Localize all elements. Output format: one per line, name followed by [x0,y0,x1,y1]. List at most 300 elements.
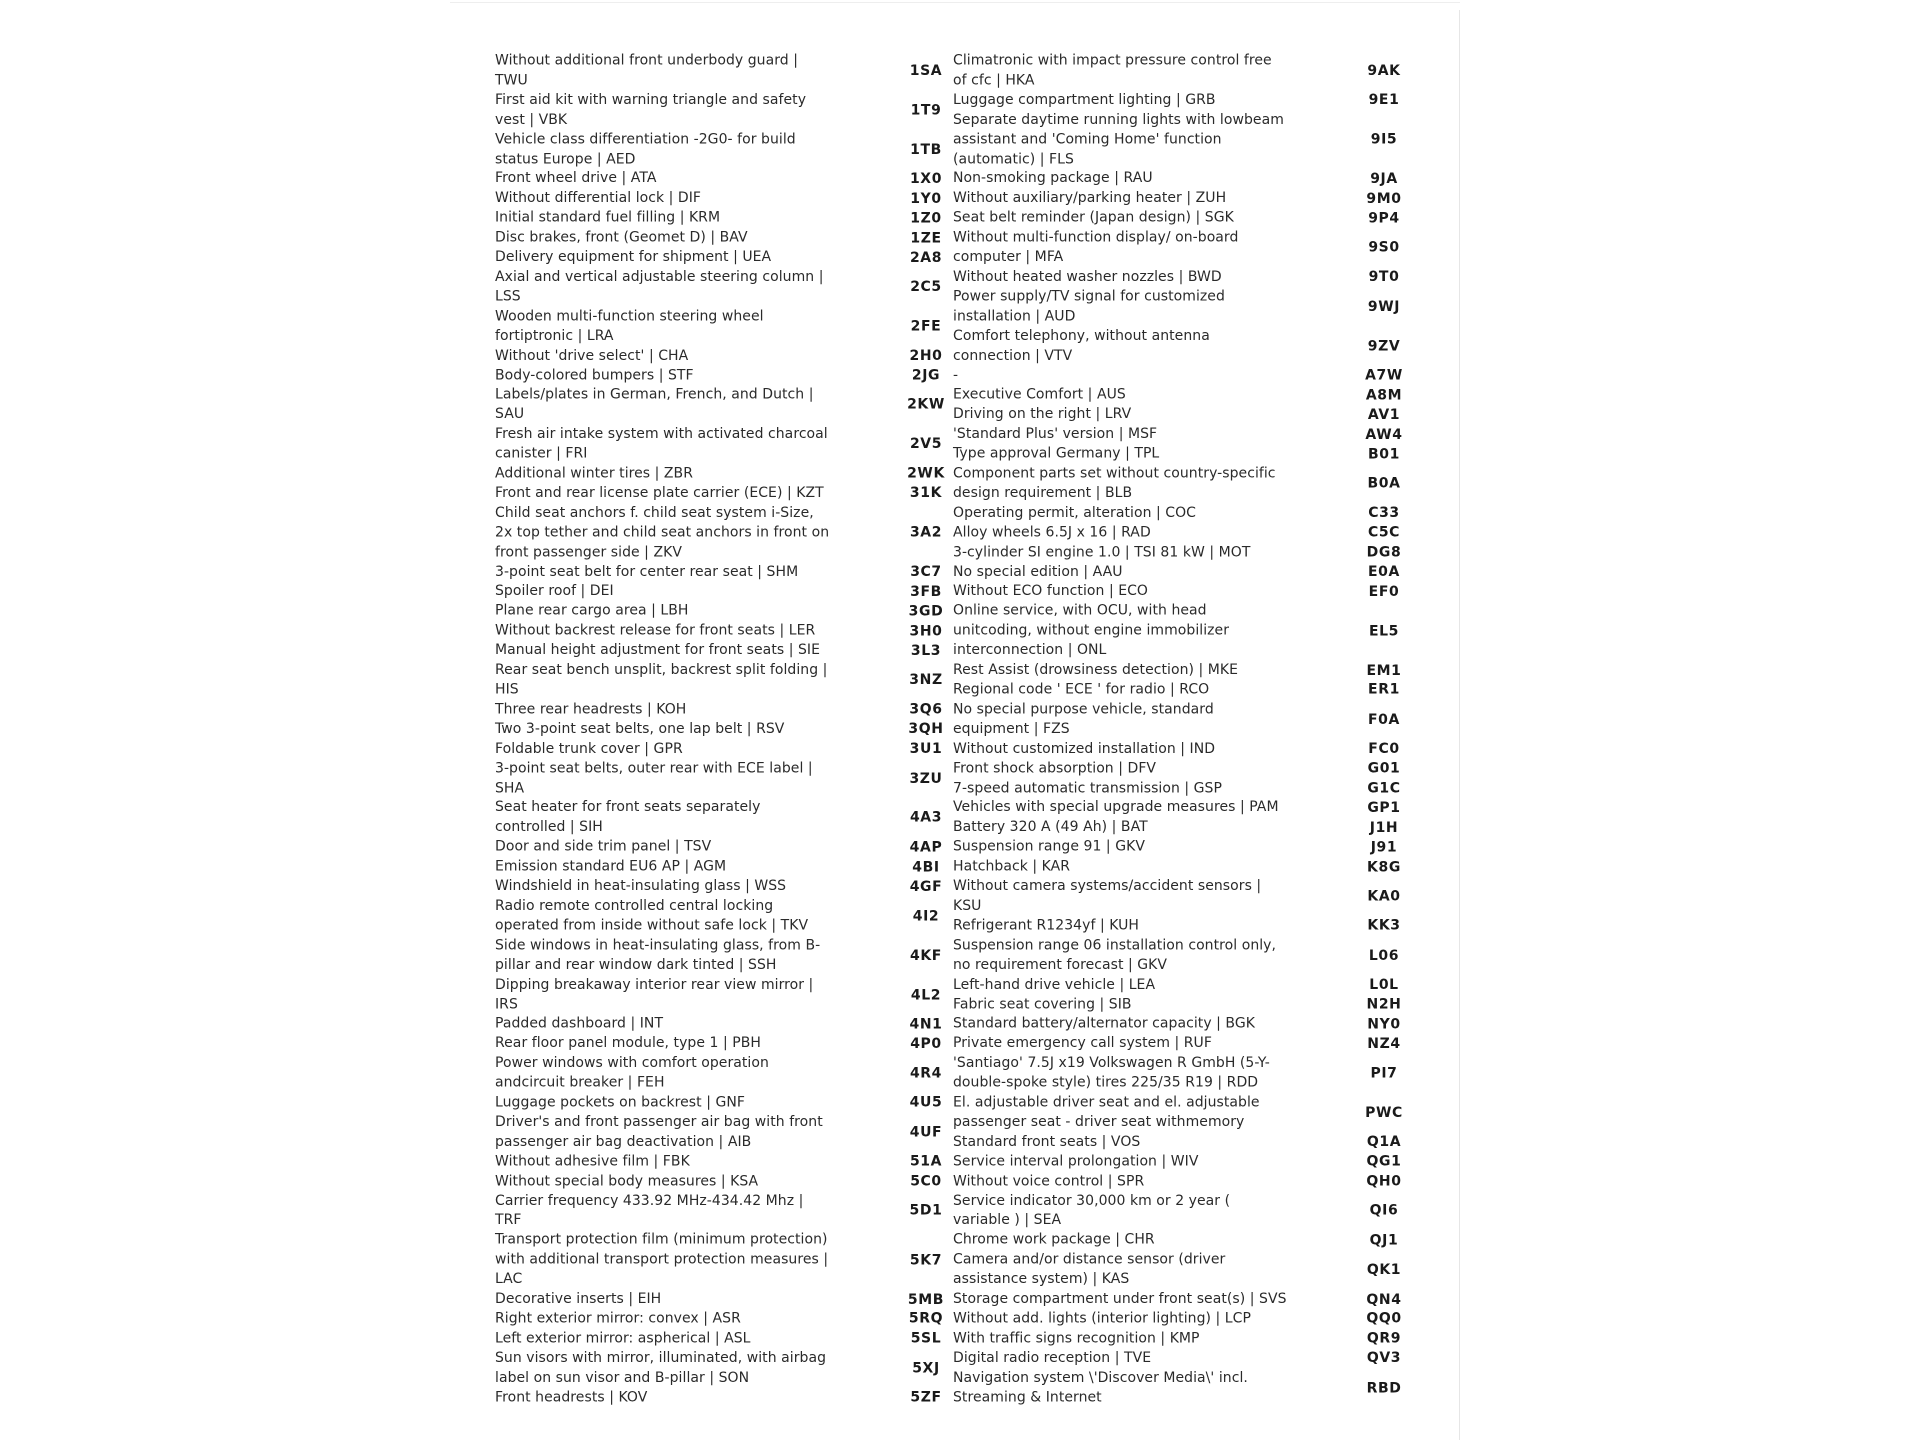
option-description: Fresh air intake system with activated charcoal canister | FRI [495,425,828,462]
option-description: Body-colored bumpers | STF [495,366,694,384]
option-code: 3L3 [910,642,942,659]
option-code: 4R4 [909,1064,943,1082]
option-code: K8G [1367,858,1401,876]
option-row [495,1231,965,1290]
option-code: F0A [1368,711,1400,728]
option-row [495,1388,965,1408]
option-code: 3ZU [909,770,943,787]
option-code: A8M [1365,386,1403,404]
scan-edge-right [1459,10,1460,1440]
option-code: RBD [1366,1379,1402,1397]
option-row [953,385,1423,405]
option-description: Executive Comfort | AUS [953,386,1126,403]
option-code: 5SL [910,1330,942,1347]
option-row [953,837,1423,857]
option-description: Digital radio reception | TVE [953,1349,1152,1367]
option-row [495,267,965,306]
option-description: Transport protection film (minimum protection) with additional transport protection measures | LAC [495,1231,829,1288]
option-description: 3-cylinder SI engine 1.0 | TSI 81 kW | MOT [953,543,1251,561]
option-code: 4BI [912,858,940,876]
option-description: Without additional front underbody guard | TWU [495,52,798,89]
option-code: QV3 [1366,1349,1402,1367]
option-description: Navigation system \'Discover Media\' incl. Streaming & Internet [953,1369,1248,1406]
option-description: Dipping breakaway interior rear view mirror | IRS [495,975,814,1013]
option-row [953,542,1423,562]
option-description: Front headrests | KOV [495,1388,648,1406]
option-code: 9M0 [1366,190,1402,207]
option-row [495,307,965,346]
option-row [953,405,1423,425]
option-description: Rest Assist (drowsiness detection) | MKE [953,661,1239,679]
scan-edge-top [450,2,1460,3]
option-code: 3A2 [909,524,943,541]
option-description: Plane rear cargo area | LBH [495,602,689,620]
option-description: Windshield in heat-insulating glass | WSS [495,877,787,895]
option-description: Right exterior mirror: convex | ASR [495,1310,741,1327]
option-row [953,582,1423,602]
option-description: Without adhesive film | FBK [495,1152,690,1170]
option-description: Rear floor panel module, type 1 | PBH [495,1034,761,1052]
option-description: Service interval prolongation | WIV [953,1152,1199,1170]
option-description: Private emergency call system | RUF [953,1034,1212,1052]
option-description: Door and side trim panel | TSV [495,838,712,856]
option-code: 2A8 [909,249,943,266]
option-description: Online service, with OCU, with head unitcoding, without engine immobilizer interconnection | ONL [953,602,1230,659]
option-row [495,719,965,739]
option-description: 'Santiago' 7.5J x19 Volkswagen R GmbH (5-Y-double-spoke style) tires 225/35 R19 | RDD [953,1054,1270,1091]
option-code: 51A [909,1153,943,1171]
option-description: Spoiler roof | DEI [495,582,614,600]
option-code: EM1 [1366,661,1402,679]
option-row [495,1113,965,1152]
option-row [495,798,965,837]
option-row [495,1093,965,1113]
option-description: Vehicle class differentiation -2G0- for build status Europe | AED [495,130,796,167]
option-description: Two 3-point seat belts, one lap belt | RSV [495,720,785,738]
option-row [953,444,1423,464]
option-row [495,896,965,935]
option-description: Without multi-function display/ on-board computer | MFA [953,228,1239,266]
option-row [495,464,965,484]
option-row [495,346,965,366]
option-description: Battery 320 A (49 Ah) | BAT [953,818,1148,836]
option-code: B01 [1368,445,1400,463]
option-description: Vehicles with special upgrade measures | PAM [953,799,1279,816]
option-code: 4I2 [912,907,940,925]
option-code: QH0 [1366,1173,1402,1190]
option-row [495,483,965,503]
option-code: 9T0 [1368,268,1400,286]
option-row [953,1132,1423,1152]
option-code: 9ZV [1367,337,1401,355]
right-option-column [953,51,1423,1407]
option-code: NY0 [1367,1015,1401,1033]
option-row [495,837,965,857]
option-code: GP1 [1367,799,1401,817]
option-code: 1Z0 [910,209,942,227]
option-description: Child seat anchors f. child seat system i-Size, 2x top tether and child seat anchors in front on front passenger side | ZKV [495,504,830,561]
option-code: 4A3 [909,809,943,827]
option-row [495,700,965,720]
option-description: Without heated washer nozzles | BWD [953,268,1222,285]
option-code: 5K7 [909,1251,943,1269]
option-code: NZ4 [1367,1035,1401,1053]
option-code: 1X0 [909,170,943,188]
option-code: 5D1 [909,1202,943,1220]
option-code: 4P0 [910,1035,942,1053]
option-description: Suspension range 91 | GKV [953,838,1145,856]
option-row [495,621,965,641]
option-code: 1Y0 [910,190,942,207]
option-code: 4U5 [909,1094,943,1112]
option-description: Standard battery/alternator capacity | BGK [953,1015,1255,1032]
option-row [953,1289,1423,1309]
option-description: Front wheel drive | ATA [495,169,657,187]
option-row [953,601,1423,660]
option-description: Seat heater for front seats separately controlled | SIH [495,799,761,836]
option-description: Driver's and front passenger air bag with front passenger air bag deactivation | AIB [495,1113,823,1150]
option-description: Comfort telephony, without antenna connection | VTV [953,327,1210,364]
option-row [953,503,1423,523]
option-code: 5XJ [912,1359,940,1377]
option-row [495,90,965,129]
option-description: Left exterior mirror: aspherical | ASL [495,1329,751,1347]
option-description: Refrigerant R1234yf | KUH [953,917,1139,934]
option-code: KK3 [1367,917,1401,935]
option-code: PI7 [1370,1064,1398,1082]
option-code: G01 [1367,760,1401,777]
option-row [953,818,1423,838]
option-description: Without ECO function | ECO [953,582,1149,600]
option-row [953,523,1423,543]
option-row [495,51,965,90]
option-row [495,1054,965,1093]
option-row [953,1231,1423,1251]
option-code: 2JG [911,367,941,384]
option-description: No special edition | AAU [953,563,1123,580]
option-row [953,1250,1423,1289]
option-code: E0A [1368,563,1400,581]
option-code: FC0 [1368,740,1400,758]
option-code: 3NZ [909,671,943,689]
option-code: L06 [1368,946,1400,964]
option-row [495,1289,965,1309]
option-row [953,857,1423,877]
option-row [953,975,1423,995]
option-code: 3Q6 [909,701,943,718]
option-description: Axial and vertical adjustable steering column | LSS [495,268,824,305]
option-code: 4L2 [910,986,942,1003]
option-description: Fabric seat covering | SIB [953,995,1132,1013]
option-description: Luggage compartment lighting | GRB [953,91,1216,108]
option-row [495,1309,965,1329]
option-row [495,228,965,248]
option-code: AV1 [1367,406,1401,424]
option-row [495,739,965,759]
option-row [495,582,965,602]
option-description: Sun visors with mirror, illuminated, with airbag label on sun visor and B-pillar | SON [495,1349,827,1386]
option-row [495,1191,965,1230]
option-code: 9E1 [1368,91,1400,109]
option-description: Power windows with comfort operation andcircuit breaker | FEH [495,1054,769,1091]
option-row [953,464,1423,503]
option-row [495,975,965,1014]
option-code: 3FB [910,583,942,600]
option-code: 1T9 [910,101,942,119]
option-row [495,857,965,877]
option-row [953,1368,1423,1407]
option-description: Service indicator 30,000 km or 2 year ( variable ) | SEA [953,1192,1231,1229]
option-row [495,248,965,268]
option-code: 4KF [910,946,942,964]
option-row [953,877,1423,916]
option-description: Driving on the right | LRV [953,405,1132,423]
option-description: Operating permit, alteration | COC [953,504,1196,521]
option-code: 3GD [908,602,944,620]
option-code: 2FE [910,317,942,335]
option-row [953,660,1423,680]
option-row [953,1093,1423,1132]
option-row [495,503,965,562]
option-description: Non-smoking package | RAU [953,169,1153,187]
option-row [495,936,965,975]
option-row [953,326,1423,365]
option-code: 31K [909,485,943,502]
option-description: Standard front seats | VOS [953,1133,1141,1150]
option-row [953,1034,1423,1054]
option-description: Separate daytime running lights with lowbeam assistant and 'Coming Home' function (automatic) | FLS [953,111,1284,167]
option-code: 5RQ [908,1310,944,1328]
option-row [495,877,965,897]
option-row [953,1172,1423,1192]
option-code: EF0 [1368,583,1400,600]
option-description: Without 'drive select' | CHA [495,346,689,364]
option-code: 4UF [909,1123,943,1141]
option-row [953,110,1423,169]
option-code: C5C [1367,524,1401,541]
option-row [495,1348,965,1387]
option-description: 3-point seat belts, outer rear with ECE label | SHA [495,759,813,797]
option-description: Carrier frequency 433.92 MHz-434.42 Mhz | TRF [495,1192,804,1229]
option-description: Front and rear license plate carrier (ECE) | KZT [495,484,824,502]
option-row [953,425,1423,445]
option-code: 3QH [908,720,944,738]
option-code: QG1 [1366,1153,1402,1171]
option-row [953,1054,1423,1093]
option-description: Labels/plates in German, French, and Dutch | SAU [495,386,814,423]
option-row [953,1152,1423,1172]
option-code: DG8 [1366,543,1402,561]
option-description: Without auxiliary/parking heater | ZUH [953,189,1227,207]
option-code: G1C [1367,779,1401,797]
option-description: Without differential lock | DIF [495,189,702,207]
option-row [495,562,965,582]
option-row [953,90,1423,110]
option-description: With traffic signs recognition | KMP [953,1329,1200,1347]
option-description: Suspension range 06 installation control only, no requirement forecast | GKV [953,936,1277,973]
left-option-column [495,51,965,1407]
option-description: First aid kit with warning triangle and safety vest | VBK [495,91,807,128]
option-code: B0A [1367,475,1401,492]
option-description: Without special body measures | KSA [495,1172,759,1190]
option-row [495,601,965,621]
option-code: 9S0 [1368,239,1400,256]
option-description: - [953,366,959,384]
option-row [953,680,1423,700]
option-code: AW4 [1365,426,1403,443]
option-row [495,208,965,228]
option-description: Storage compartment under front seat(s) | SVS [953,1290,1287,1308]
option-description: Wooden multi-function steering wheel fortiptronic | LRA [495,307,764,344]
option-row [953,287,1423,326]
option-row [495,1329,965,1349]
option-description: Hatchback | KAR [953,858,1071,875]
option-description: Left-hand drive vehicle | LEA [953,975,1156,993]
option-row [953,51,1423,90]
option-row [953,936,1423,975]
option-row [495,385,965,424]
option-description: Type approval Germany | TPL [953,445,1160,462]
option-row [953,995,1423,1015]
option-description: Side windows in heat-insulating glass, from B-pillar and rear window dark tinted | SSH [495,936,821,973]
option-description: Power supply/TV signal for customized installation | AUD [953,287,1225,325]
option-row [495,641,965,661]
option-code: QK1 [1366,1261,1402,1279]
option-description: Additional winter tires | ZBR [495,464,693,482]
option-row [953,1014,1423,1034]
option-code: 1TB [910,140,942,158]
option-code: 9P4 [1368,209,1400,227]
option-description: Luggage pockets on backrest | GNF [495,1093,745,1111]
option-code: PWC [1365,1104,1403,1121]
option-description: Camera and/or distance sensor (driver assistance system) | KAS [953,1251,1226,1288]
option-code: N2H [1366,996,1402,1013]
option-row [953,366,1423,386]
option-code: QQ0 [1366,1310,1402,1328]
option-row [953,1309,1423,1329]
option-code: L0L [1369,976,1399,994]
option-code: J1H [1369,819,1399,836]
option-row [953,916,1423,936]
option-row [953,798,1423,818]
option-code: 9JA [1370,170,1398,188]
option-description: Decorative inserts | EIH [495,1290,662,1308]
option-description: Delivery equipment for shipment | UEA [495,248,772,266]
option-code: 4GF [909,878,943,895]
option-row [495,660,965,699]
option-code: EL5 [1368,622,1400,640]
option-code: 4AP [909,838,943,856]
option-description: Padded dashboard | INT [495,1015,664,1032]
option-row [953,778,1423,798]
option-description: Without voice control | SPR [953,1172,1145,1190]
option-code: QJ1 [1369,1232,1399,1249]
option-code: QN4 [1366,1291,1402,1308]
option-code: 2V5 [909,435,943,453]
option-row [495,1014,965,1034]
option-row [953,267,1423,287]
option-code: 3U1 [909,740,943,758]
option-code: 3C7 [910,563,942,581]
option-description: Front shock absorption | DFV [953,759,1157,777]
option-description: Alloy wheels 6.5J x 16 | RAD [953,523,1151,541]
option-code: A7W [1365,367,1403,384]
option-description: Chrome work package | CHR [953,1231,1155,1249]
option-code: Q1A [1366,1133,1402,1151]
option-row [953,759,1423,779]
option-description: Emission standard EU6 AP | AGM [495,858,727,875]
option-description: Climatronic with impact pressure control free of cfc | HKA [953,52,1272,89]
option-row [495,1152,965,1172]
option-code: J91 [1370,838,1398,856]
option-description: El. adjustable driver seat and el. adjustable passenger seat - driver seat withmemory [953,1093,1260,1131]
option-description: 3-point seat belt for center rear seat | SHM [495,563,799,580]
option-row [953,700,1423,739]
option-code: 4N1 [909,1015,943,1033]
option-row [953,208,1423,228]
option-description: Without customized installation | IND [953,740,1216,757]
option-description: No special purpose vehicle, standard equipment | FZS [953,700,1214,738]
option-code: 2WK [907,465,945,482]
option-row [495,189,965,209]
option-description: Without backrest release for front seats | LER [495,622,816,639]
option-description: Rear seat bench unsplit, backrest split folding | HIS [495,661,828,698]
option-description: Manual height adjustment for front seats | SIE [495,641,820,659]
option-code: 1SA [909,62,943,79]
option-description: 'Standard Plus' version | MSF [953,425,1158,443]
option-description: Disc brakes, front (Geomet D) | BAV [495,228,748,246]
option-code: 9I5 [1370,131,1398,148]
option-code: 2H0 [909,347,943,365]
option-code: QR9 [1366,1330,1402,1347]
option-description: Radio remote controlled central locking operated from inside without safe lock | TKV [495,897,809,934]
option-code: 2C5 [910,278,942,296]
option-code: ER1 [1368,681,1400,699]
option-row [495,425,965,464]
option-row [495,759,965,798]
option-row [495,366,965,386]
option-code: C33 [1368,504,1400,522]
option-code: 3H0 [909,622,943,640]
option-code: 5C0 [910,1173,942,1190]
option-row [495,1172,965,1192]
option-row [953,169,1423,189]
option-row [953,1348,1423,1368]
option-row [953,189,1423,209]
option-description: Without add. lights (interior lighting) | LCP [953,1310,1251,1327]
option-row [953,562,1423,582]
option-row [953,1191,1423,1230]
option-row [953,228,1423,267]
option-description: Seat belt reminder (Japan design) | SGK [953,209,1234,226]
option-code: QI6 [1369,1202,1399,1220]
option-row [495,169,965,189]
option-row [953,739,1423,759]
option-code: 9WJ [1367,298,1401,315]
option-row [953,1329,1423,1349]
option-row [495,1034,965,1054]
option-code: KA0 [1367,888,1401,905]
option-description: Without camera systems/accident sensors | KSU [953,877,1262,915]
option-code: 5ZF [910,1389,942,1406]
option-row [495,130,965,169]
option-description: 7-speed automatic transmission | GSP [953,779,1222,797]
option-code: 9AK [1367,62,1401,79]
option-description: Initial standard fuel filling | KRM [495,209,721,226]
option-description: Regional code ' ECE ' for radio | RCO [953,681,1210,698]
option-description: Component parts set without country-specific design requirement | BLB [953,464,1276,502]
option-code: 5MB [907,1291,945,1308]
